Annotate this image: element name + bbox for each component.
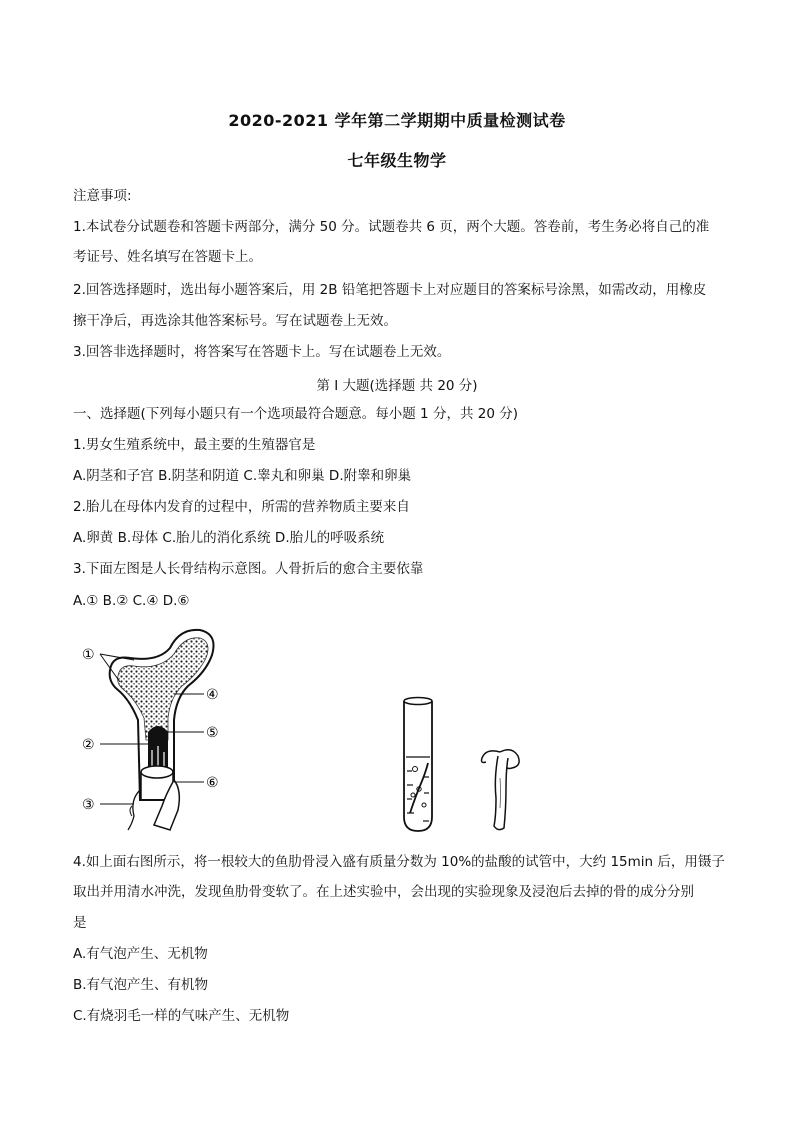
- bone-label-5: ⑤: [206, 725, 219, 741]
- bone-label-4: ④: [206, 687, 219, 703]
- long-bone-figure: [70, 620, 250, 840]
- question-2-options: A.卵黄 B.母体 C.胎儿的消化系统 D.胎儿的呼吸系统: [73, 530, 385, 546]
- exam-title: 2020-2021 学年第二学期期中质量检测试卷: [228, 111, 566, 130]
- question-4-option-c: C.有烧羽毛一样的气味产生、无机物: [73, 1008, 290, 1024]
- question-1-stem: 1.男女生殖系统中，最主要的生殖器官是: [73, 437, 316, 453]
- exam-subtitle: 七年级生物学: [347, 151, 447, 170]
- note-1-line-2: 考证号、姓名填写在答题卡上。: [73, 249, 262, 265]
- note-3: 3.回答非选择题时，将答案写在答题卡上。写在试题卷上无效。: [73, 344, 451, 360]
- note-2-line-2: 擦干净后，再选涂其他答案标号。写在试题卷上无效。: [73, 313, 397, 329]
- part-title: 第 Ⅰ 大题(选择题 共 20 分): [316, 378, 478, 394]
- question-2-stem: 2.胎儿在母体内发育的过程中，所需的营养物质主要来自: [73, 499, 410, 515]
- question-4-stem-line-3: 是: [73, 915, 87, 931]
- test-tube-figure: [398, 695, 444, 835]
- question-4-option-a: A.有气泡产生、无机物: [73, 946, 208, 962]
- bone-label-2: ②: [82, 737, 95, 753]
- softened-fish-rib-figure: [478, 738, 528, 834]
- question-4-stem-line-2: 取出并用清水冲洗，发现鱼肋骨变软了。在上述实验中，会出现的实验现象及浸泡后去掉的骨的成分分别: [73, 884, 694, 900]
- question-3-stem: 3.下面左图是人长骨结构示意图。人骨折后的愈合主要依靠: [73, 561, 424, 577]
- note-1-line-1: 1.本试卷分试题卷和答题卡两部分，满分 50 分。试题卷共 6 页，两个大题。答卷前，考生务必将自己的准: [73, 219, 710, 235]
- question-1-options: A.阴茎和子宫 B.阴茎和阴道 C.睾丸和卵巢 D.附睾和卵巢: [73, 468, 412, 484]
- note-2-line-1: 2.回答选择题时，选出每小题答案后，用 2B 铅笔把答题卡上对应题目的答案标号涂黑，如需改动，用橡皮: [73, 282, 707, 298]
- bone-label-1: ①: [82, 647, 95, 663]
- section-instructions: 一、选择题(下列每小题只有一个选项最符合题意。每小题 1 分，共 20 分): [73, 406, 518, 422]
- question-4-option-b: B.有气泡产生、有机物: [73, 977, 209, 993]
- question-3-options: A.① B.② C.④ D.⑥: [73, 593, 190, 609]
- bone-label-3: ③: [82, 797, 95, 813]
- question-4-stem-line-1: 4.如上面右图所示，将一根较大的鱼肋骨浸入盛有质量分数为 10%的盐酸的试管中，大约 15min 后，用镊子: [73, 854, 725, 870]
- bone-label-6: ⑥: [206, 775, 219, 791]
- notes-heading: 注意事项:: [73, 188, 132, 204]
